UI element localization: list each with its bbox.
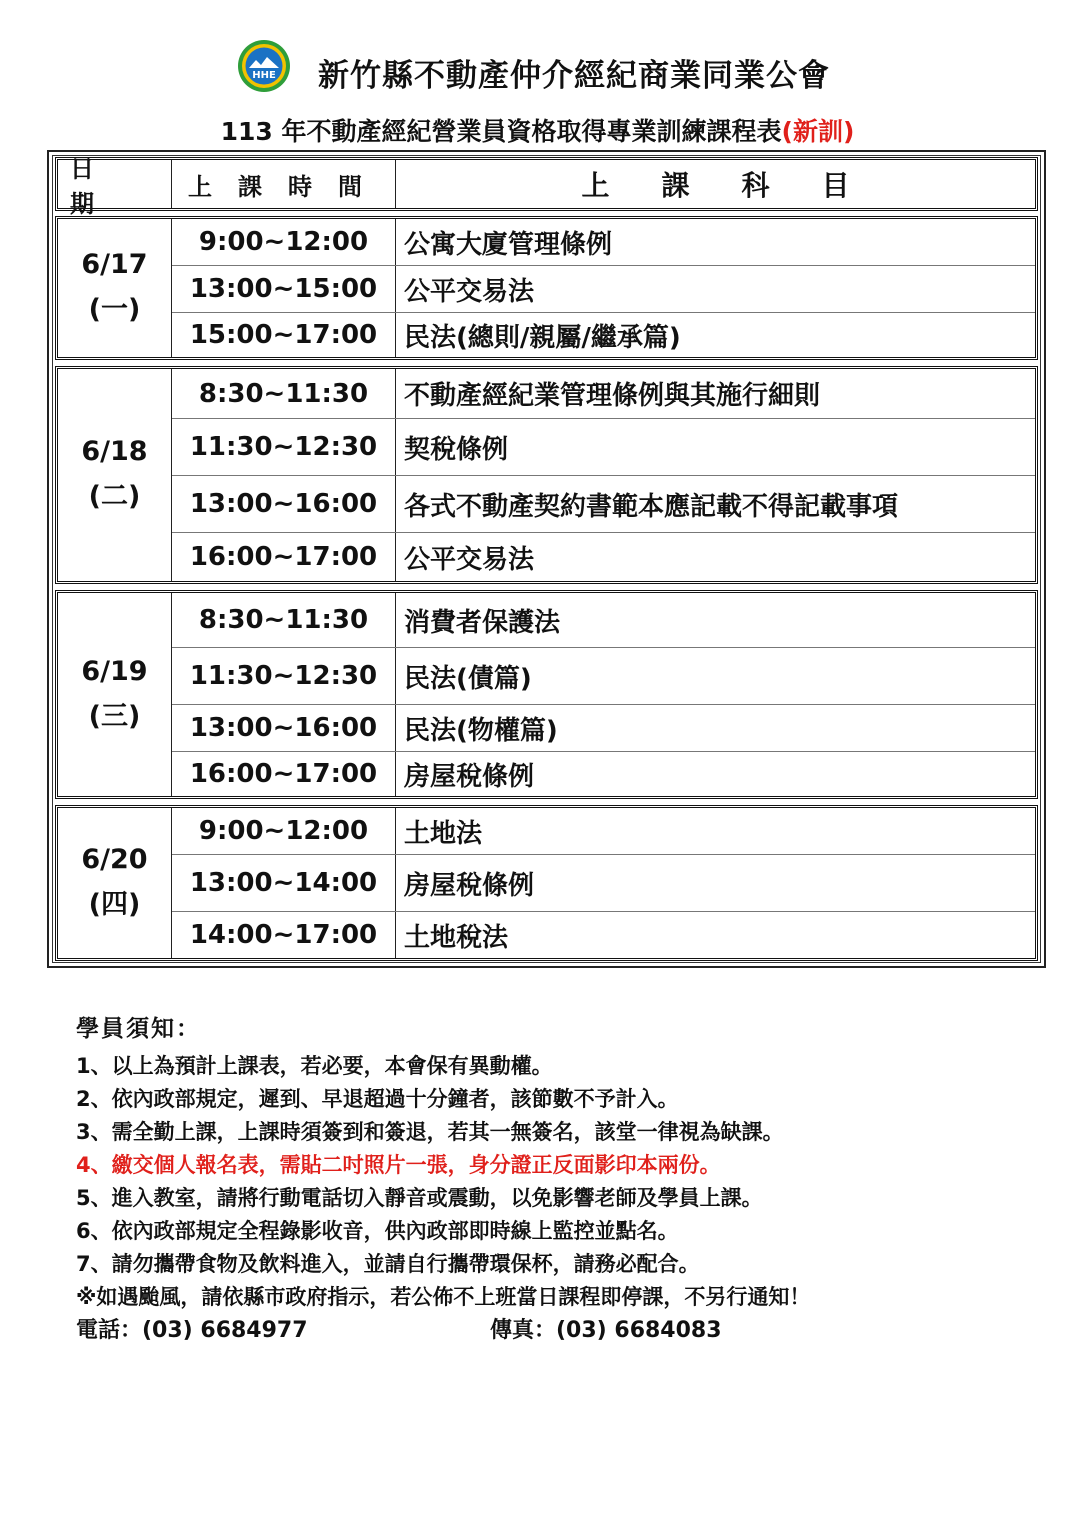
phone-number: 電話：(03) 6684977: [76, 1318, 308, 1343]
header-time: 上課時間: [172, 160, 396, 208]
note-item-highlight: 4、繳交個人報名表，需貼二吋照片一張，身分證正反面影印本兩份。: [76, 1153, 721, 1177]
day-group: [55, 590, 1038, 799]
organization-name: 新竹縣不動產仲介經紀商業同業公會: [318, 58, 830, 94]
logo-text: HHE: [252, 70, 276, 81]
session-row: [172, 313, 1035, 357]
session-row: [172, 533, 1035, 581]
document-title: [0, 112, 1075, 148]
student-notes: [76, 1010, 1036, 1348]
session-row: [172, 808, 1035, 855]
session-time: 13:00~14:00: [172, 855, 396, 911]
fax-number: 傳真：(03) 6684083: [490, 1318, 722, 1343]
typhoon-notice: ※如遇颱風，請依縣市政府指示，若公佈不上班當日課程即停課，不另行通知！: [76, 1285, 811, 1309]
session-time: 13:00~16:00: [172, 476, 396, 532]
session-subject: 房屋稅條例: [404, 870, 535, 901]
session-row: [172, 476, 1035, 533]
notes-title: 學員須知：: [76, 1016, 201, 1042]
session-time: 11:30~12:30: [172, 648, 396, 704]
session-time: 16:00~17:00: [172, 533, 396, 581]
session-time: 15:00~17:00: [172, 313, 396, 357]
session-time: 16:00~17:00: [172, 752, 396, 796]
session-time: 9:00~12:00: [172, 219, 396, 265]
session-row: [172, 419, 1035, 476]
note-item: 2、依內政部規定，遲到、早退超過十分鐘者，該節數不予計入。: [76, 1087, 679, 1111]
note-item: 1、以上為預計上課表，若必要，本會保有異動權。: [76, 1054, 553, 1078]
session-row: [172, 855, 1035, 912]
date-cell: [58, 593, 172, 796]
session-row: [172, 266, 1035, 313]
weekday-label: (二): [88, 481, 141, 512]
weekday-label: (三): [88, 700, 141, 732]
session-subject: 消費者保護法: [404, 607, 561, 638]
weekday-label: (四): [88, 889, 141, 920]
date-label: 6/18: [81, 436, 148, 468]
session-subject: 契稅條例: [404, 434, 509, 465]
session-row: [172, 648, 1035, 705]
session-subject: 公平交易法: [404, 544, 535, 575]
session-subject: 民法(債篇): [404, 663, 532, 694]
session-time: 13:00~16:00: [172, 705, 396, 751]
date-cell: [58, 808, 172, 958]
session-row: [172, 705, 1035, 752]
date-label: 6/19: [81, 655, 148, 687]
date-label: 6/20: [81, 844, 148, 876]
session-time: 14:00~17:00: [172, 912, 396, 958]
session-time: 11:30~12:30: [172, 419, 396, 475]
session-time: 8:30~11:30: [172, 593, 396, 647]
session-subject: 民法(總則/親屬/繼承篇): [404, 322, 681, 353]
session-row: [172, 219, 1035, 266]
session-row: [172, 593, 1035, 648]
session-subject: 房屋稅條例: [404, 761, 535, 792]
header-subject: 上課科目: [581, 169, 902, 202]
session-subject: 公寓大廈管理條例: [404, 229, 613, 260]
note-item: 5、進入教室，請將行動電話切入靜音或震動，以免影響老師及學員上課。: [76, 1186, 763, 1210]
session-subject: 公平交易法: [404, 276, 535, 307]
title-main: 113 年不動產經紀營業員資格取得專業訓練課程表: [220, 117, 782, 146]
session-subject: 民法(物權篇): [404, 715, 558, 746]
note-item: 3、需全勤上課，上課時須簽到和簽退，若其一無簽名，該堂一律視為缺課。: [76, 1120, 784, 1144]
session-row: [172, 752, 1035, 796]
association-logo-icon: [236, 38, 292, 94]
day-group: [55, 805, 1038, 961]
date-cell: [58, 369, 172, 581]
session-row: [172, 912, 1035, 958]
session-time: 13:00~15:00: [172, 266, 396, 312]
day-group: [55, 366, 1038, 584]
weekday-label: (一): [88, 294, 141, 325]
session-time: 8:30~11:30: [172, 369, 396, 418]
date-label: 6/17: [81, 249, 148, 281]
session-subject: 不動產經紀業管理條例與其施行細則: [404, 381, 821, 411]
date-cell: [58, 219, 172, 357]
title-tag: (新訓): [781, 117, 855, 146]
contact-info: [76, 1314, 1036, 1348]
note-item: 6、依內政部規定全程錄影收音，供內政部即時線上監控並點名。: [76, 1219, 679, 1243]
day-group: [55, 216, 1038, 360]
session-row: [172, 369, 1035, 419]
note-item: 7、請勿攜帶食物及飲料進入，並請自行攜帶環保杯，請務必配合。: [76, 1252, 700, 1276]
table-header: [55, 155, 1038, 218]
header-date: 日期: [58, 160, 172, 208]
header: [0, 38, 1075, 100]
session-subject: 土地法: [404, 818, 483, 849]
session-time: 9:00~12:00: [172, 808, 396, 854]
session-subject: 土地稅法: [404, 922, 509, 953]
session-subject: 各式不動產契約書範本應記載不得記載事項: [404, 491, 899, 522]
